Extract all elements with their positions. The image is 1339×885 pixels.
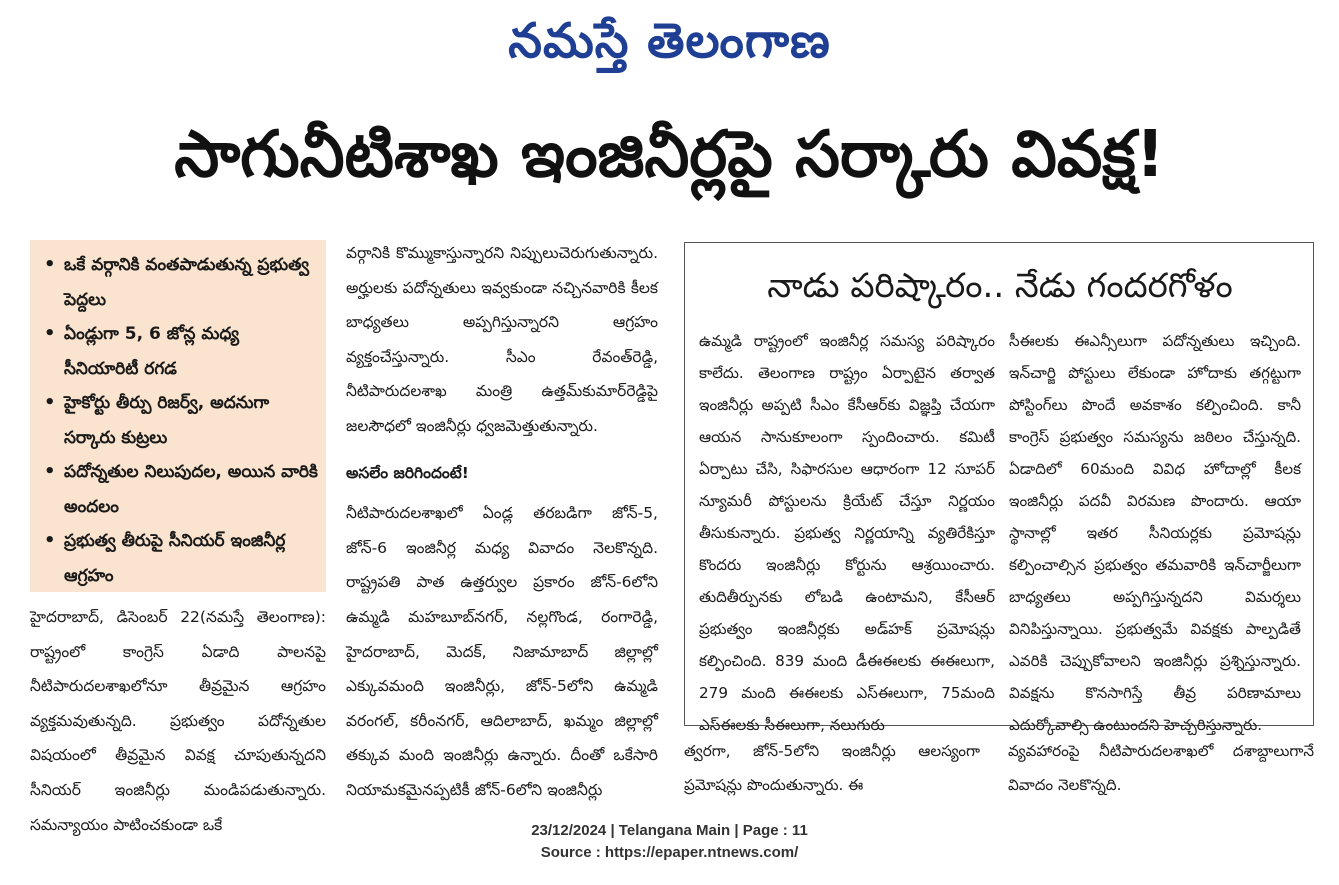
highlight-item: • హైకోర్టు తీర్పు రిజర్వ్, అదనుగా సర్కారు కుట్రలు — [42, 386, 318, 455]
page-footer — [0, 820, 1339, 864]
article-paragraph: హైదరాబాద్, డిసెంబర్ 22(నమస్తే తెలంగాణ): రాష్ట్రంలో కాంగ్రెస్ ఏడాది పాలనపై నీటిపారుదలశాఖలోనూ తీవ్రమైన ఆగ్రహం వ్యక్తమవుతున్నది. ప్రభుత్వం పదోన్నతుల విషయంలో తీవ్రమైన వివక్ష చూపుతున్నదని సీనియర్ ఇంజినీర్లు మండిపడుతున్నారు. సమన్యాయం పాటించకుండా ఒకే — [30, 608, 326, 834]
highlight-item: • ఏండ్లుగా 5, 6 జోన్ల మధ్య సీనియారిటీ రగడ — [42, 317, 318, 386]
article-column-1 — [30, 600, 326, 842]
highlights-box — [30, 240, 326, 592]
article-continuation-1: త్వరగా, జోన్-5లోని ఇంజినీర్లు ఆలస్యంగా ప్రమోషన్లు పొందుతున్నారు. ఈ — [684, 742, 980, 794]
footer-date-line: 23/12/2024 | Telangana Main | Page : 11 — [531, 822, 808, 839]
box-column-1: ఉమ్మడి రాష్ట్రంలో ఇంజినీర్ల సమస్య పరిష్కారం కాలేదు. తెలంగాణ రాష్ట్రం ఏర్పాటైన తర్వాత ఇంజినీర్లు అప్పటి సీఎం కేసీఆర్‌కు విజ్ఞప్తి చేయగా ఆయన సానుకూలంగా స్పందించారు. కమిటీ ఏర్పాటు చేసి, సిఫారసుల ఆధారంగా 12 సూపర్ న్యూమరీ పోస్టులను క్రియేట్ చేస్తూ నిర్ణయం తీసుకున్నారు. ప్రభుత్వ నిర్ణయాన్ని వ్యతిరేకిస్తూ కొందరు ఇంజినీర్లు కోర్టును ఆశ్రయించారు. తుదితీర్పునకు లోబడి ఉంటామని, కేసీఆర్ ప్రభుత్వం ఇంజినీర్లకు అడ్‌హక్ ప్రమోషన్లు కల్పించింది. 839 మంది డీఈఈలకు ఈఈలుగా, 279 మంది ఈఈలకు ఎస్‌ఈలుగా, 75మంది ఎస్‌ఈలకు సీఈలుగా, నలుగురు — [699, 332, 995, 734]
box-title: నాడు పరిష్కారం.. నేడు గందరగోళం — [767, 266, 1233, 306]
headline: సాగునీటిశాఖ ఇంజినీర్లపై సర్కారు వివక్ష! — [174, 118, 1165, 192]
highlight-item: • ఒకే వర్గానికి వంతపాడుతున్న ప్రభుత్వ పెద్దలు — [42, 248, 318, 317]
article-paragraph: నీటిపారుదలశాఖలో ఏండ్ల తరబడిగా జోన్-5, జోన్-6 ఇంజినీర్ల మధ్య వివాదం నెలకొన్నది. రాష్ట్రపతి పాత ఉత్తర్వుల ప్రకారం జోన్-6లోని ఉమ్మడి మహబూబ్‌నగర్, నల్లగొండ, రంగారెడ్డి, హైదరాబాద్, మెదక్, నిజామాబాద్ జిల్లాల్లో ఎక్కువమంది ఇంజినీర్లు, జోన్-5లోని ఉమ్మడి వరంగల్, కరీంనగర్, ఆదిలాబాద్, ఖమ్మం జిల్లాల్లో తక్కువ మంది ఇంజినీర్లు ఉన్నారు. దీంతో ఒకేసారి నియామకమైనప్పటికీ జోన్-6లోని ఇంజినీర్లు — [346, 504, 658, 799]
article-column-2 — [346, 236, 658, 808]
subheading: అసలేం జరిగిందంటే! — [346, 463, 469, 482]
box-column-2: సీఈలకు ఈఎన్సీలుగా పదోన్నతులు ఇచ్చింది. ఇన్‌చార్జి పోస్టులు లేకుండా హోదాకు తగ్గట్టుగా పోస్టింగ్‌లు పొందే అవకాశం కల్పించింది. కానీ కాంగ్రెస్ ప్రభుత్వం సమస్యను జఠిలం చేస్తున్నది. ఏడాదిలో 60మంది వివిధ హోదాల్లో కీలక ఇంజినీర్లు పదవీ విరమణ పొందారు. ఆయా స్థానాల్లో ఇతర సీనియర్లకు ప్రమోషన్లు కల్పించాల్సిన ప్రభుత్వం తమవారికి ఇన్‌చార్జీలుగా బాధ్యతలు అప్పగిస్తున్నదని విమర్శలు వినిపిస్తున్నాయి. ప్రభుత్వమే వివక్షకు పాల్పడితే ఎవరికి చెప్పుకోవాలని ఇంజినీర్లు ప్రశ్నిస్తున్నారు. వివక్షను కొనసాగిస్తే తీవ్ర పరిణామాలు ఎదుర్కోవాల్సి ఉంటుందని హెచ్చరిస్తున్నారు. — [1009, 332, 1301, 734]
highlight-item: • పదోన్నతుల నిలుపుదల, అయిన వారికి అందలం — [42, 455, 318, 524]
article-continuation-2: వ్యవహారంపై నీటిపారుదలశాఖలో దశాబ్దాలుగానే వివాదం నెలకొన్నది. — [1008, 742, 1314, 794]
sidebar-story-box — [684, 242, 1314, 734]
article-paragraph: వర్గానికి కొమ్ముకాస్తున్నారని నిప్పులుచెరుగుతున్నారు. అర్హులకు పదోన్నతులు ఇవ్వకుండా నచ్చినవారికి కీలక బాధ్యతలు అప్పగిస్తున్నారని ఆగ్రహం వ్యక్తంచేస్తున్నారు. సీఎం రేవంత్‌రెడ్డి, నీటిపారుదలశాఖ మంత్రి ఉత్తమ్‌కుమార్‌రెడ్డిపై జలసౌధలో ఇంజినీర్లు ధ్వజమెత్తుతున్నారు. — [346, 244, 658, 435]
footer-source-link[interactable]: Source : https://epaper.ntnews.com/ — [540, 844, 799, 861]
masthead-logo: నమస్తే తెలంగాణ — [508, 13, 831, 69]
highlight-item: • ప్రభుత్వ తీరుపై సీనియర్ ఇంజినీర్ల ఆగ్రహం — [42, 524, 318, 593]
